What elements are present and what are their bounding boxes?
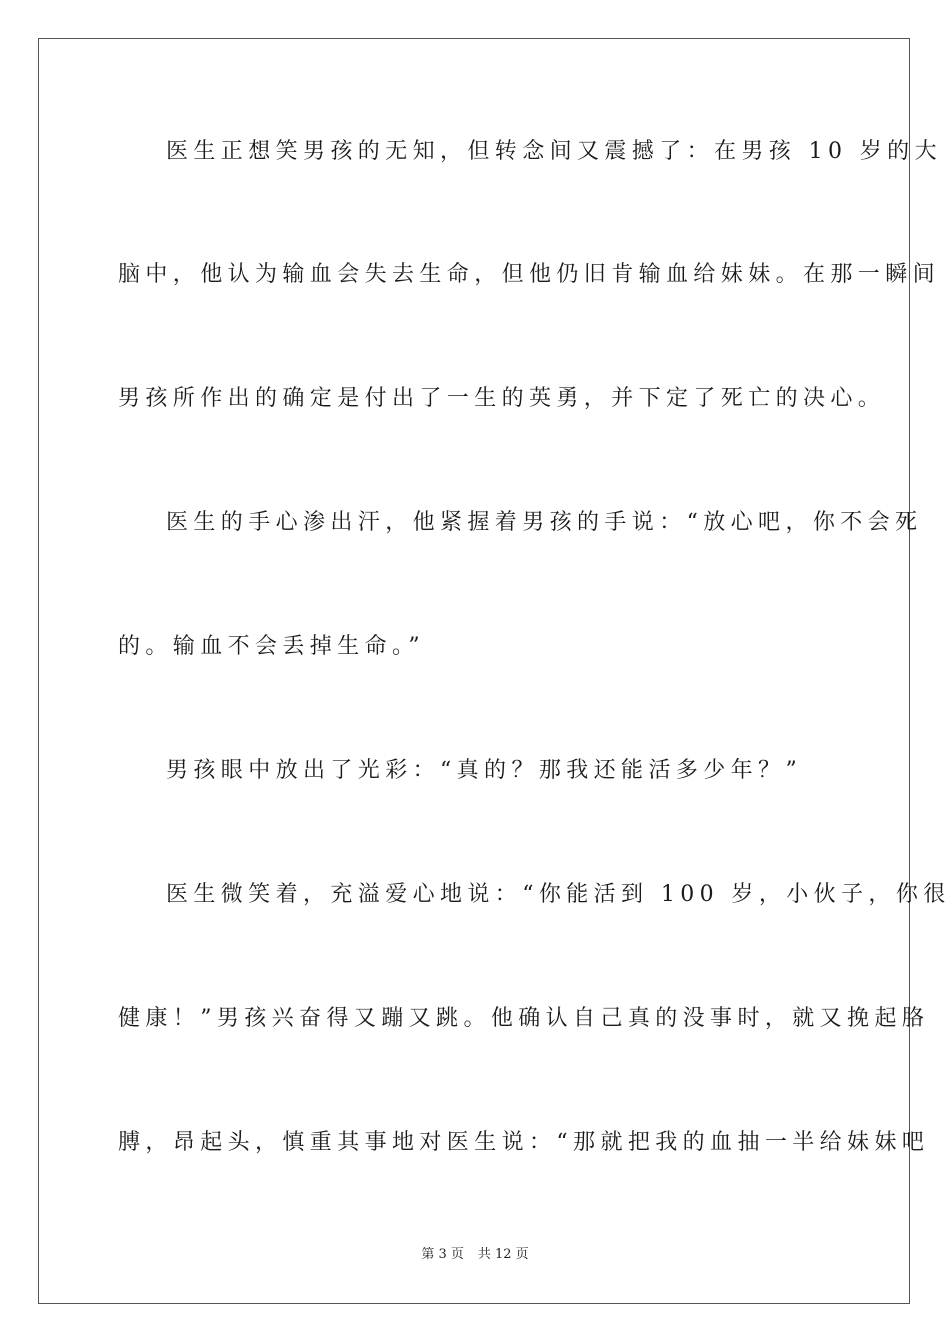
paragraph-line: 膊，昂起头，慎重其事地对医生说：“那就把我的血抽一半给妹妹吧: [118, 1130, 930, 1155]
page-number: 第 3 页: [421, 1247, 464, 1262]
paragraph-line: 男孩眼中放出了光彩：“真的？那我还能活多少年？”: [166, 758, 803, 783]
page-total: 共 12 页: [477, 1247, 529, 1262]
paragraph-line: 医生的手心渗出汗，他紧握着男孩的手说：“放心吧，你不会死: [166, 510, 923, 535]
paragraph-line: 的。输血不会丢掉生命。”: [118, 634, 426, 659]
paragraph-line: 脑中，他认为输血会失去生命，但他仍旧肯输血给妹妹。在那一瞬间: [118, 262, 941, 287]
paragraph-line: 健康！”男孩兴奋得又蹦又跳。他确认自己真的没事时，就又挽起胳: [118, 1006, 930, 1031]
page-frame: [38, 38, 951, 1304]
paragraph-line: 男孩所作出的确定是付出了一生的英勇，并下定了死亡的决心。: [118, 386, 886, 411]
paragraph-line: 医生正想笑男孩的无知，但转念间又震撼了：在男孩 10 岁的大: [166, 139, 942, 164]
page-footer: [0, 1246, 950, 1264]
paragraph-line: 医生微笑着，充溢爱心地说：“你能活到 100 岁，小伙子，你很: [166, 882, 951, 907]
